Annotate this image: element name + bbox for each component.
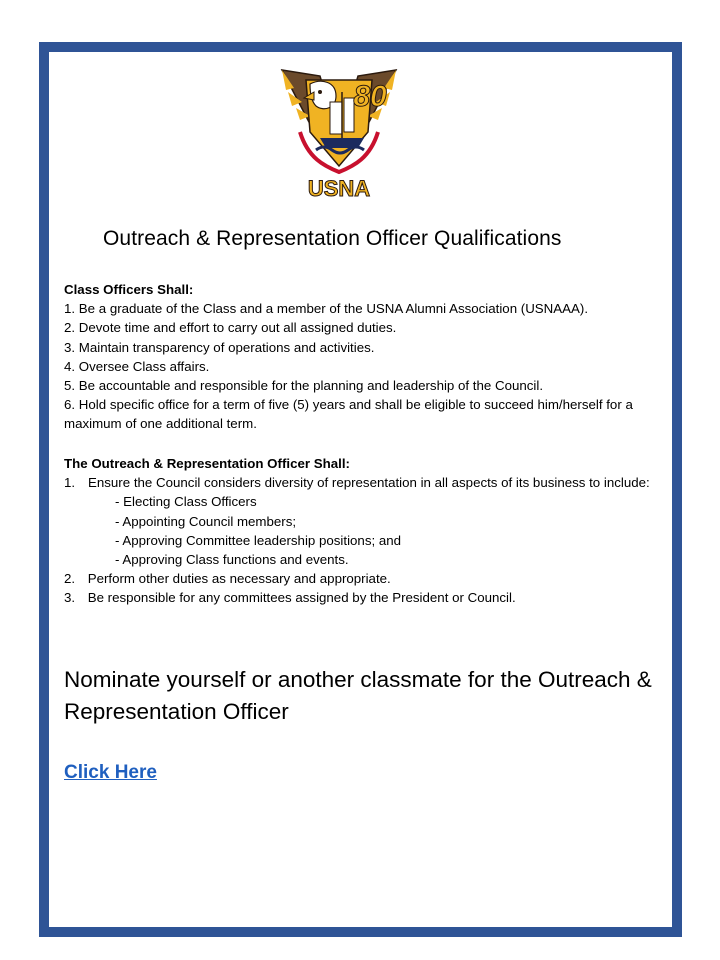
outreach-item-text: Ensure the Council considers diversity of representation in all aspects of its business to include: (88, 475, 650, 491)
outreach-subitem: - Electing Class Officers (115, 494, 257, 510)
outreach-subitem: - Approving Class functions and events. (115, 552, 349, 568)
class-officer-item: 3. Maintain transparency of operations and activities. (64, 339, 375, 355)
outreach-item-text: Be responsible for any committees assigned by the President or Council. (87, 590, 516, 606)
outreach-item-number: 3. (64, 590, 76, 606)
outreach-item-3 (64, 588, 664, 607)
nomination-call-to-action: Nominate yourself or another classmate for the Outreach & Representation Officer (64, 667, 652, 724)
outreach-item-2 (64, 569, 664, 588)
usna-class-crest-logo (280, 62, 398, 200)
class-officer-item: 2. Devote time and effort to carry out all assigned duties. (64, 320, 397, 336)
outreach-item-1 (64, 473, 664, 492)
class-officers-section (64, 280, 664, 434)
outreach-officer-section (64, 454, 664, 608)
outreach-officer-heading: The Outreach & Representation Officer Shall: (64, 456, 350, 471)
click-here-link[interactable]: Click Here (64, 762, 157, 783)
class-officer-item: 6. Hold specific office for a term of five (5) years and shall be eligible to succeed him/herself for a maximum of one additional term. (64, 397, 633, 432)
outreach-subitem: - Approving Committee leadership positions; and (115, 532, 402, 548)
class-officer-item: 4. Oversee Class affairs. (64, 358, 210, 374)
page-title: Outreach & Representation Officer Qualifications (103, 227, 562, 250)
class-officers-heading: Class Officers Shall: (64, 282, 194, 297)
svg-text:USNA: USNA (307, 176, 371, 200)
class-officer-item: 1. Be a graduate of the Class and a member of the USNA Alumni Association (USNAAA). (64, 301, 589, 317)
class-officer-item: 5. Be accountable and responsible for the planning and leadership of the Council. (64, 378, 544, 394)
outreach-item-number: 1. (64, 475, 76, 491)
outreach-item-text: Perform other duties as necessary and appropriate. (87, 571, 391, 587)
outreach-item-number: 2. (64, 571, 76, 587)
outreach-subitem: - Appointing Council members; (115, 513, 297, 529)
svg-text:80: 80 (353, 80, 387, 113)
